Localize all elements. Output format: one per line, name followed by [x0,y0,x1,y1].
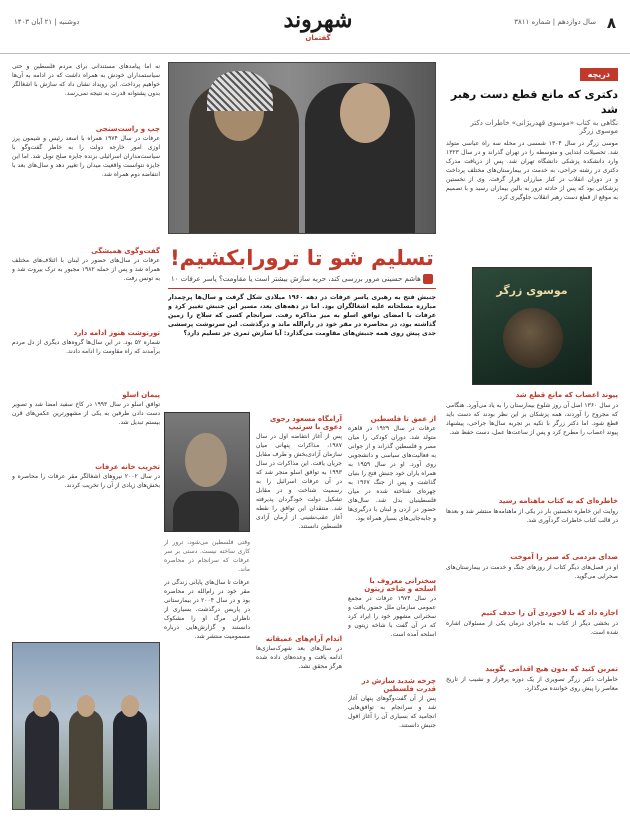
col-a-body-2: در سال ۱۹۷۴ عرفات در مجمع عمومی سازمان ملل حضور یافت و سخنرانی مشهور خود را ایراد کرد که در آن گفت با شاخه زیتون و اسلحه آمده است. [348,595,436,638]
newspaper-logo [268,6,368,46]
left-head-2: گفت‌وگوی همیشگی [91,247,160,255]
book-title: موسوی زرگر [496,284,568,297]
col-a-head-3: چرخه شدید سازش در قدرت فلسطین [361,677,436,693]
top-photo [168,62,436,234]
figure-right [113,709,147,809]
left-body-5: توافق اسلو در سال ۱۹۹۳ در کاخ سفید امضا شد و تصویر دست دادن طرفین به یکی از مشهورترین عکس‌های قرن بیستم تبدیل شد. [12,401,160,426]
col-b-body: پس از آغاز انتفاضه اول در سال ۱۹۸۷، مذاکرات پنهانی میان سازمان آزادی‌بخش و طرف مقابل جریان یافت. این مذاکرات در سال ۱۹۹۳ به توافق اسلو منجر شد که در آن عرفات اسرائیل را به رسمیت شناخت و در مقابل تشکیل دولت خودگردان پذیرفته شد. منتقدان این توافق را نقطه آغاز عقب‌نشینی از آرمان آزادی فلسطین دانستند. [256,433,342,530]
col-b-head: آرامگاه مسعود رجوی دعوی با سرتیپ [269,415,342,431]
right-sub2-head: خاطره‌ای که به کتاب ماهنامه رسید [498,497,618,505]
article-column-c [164,538,250,810]
right-sub4-head: اجازه داد که با لاجوردی آن را حذف کنیم [481,609,618,617]
col-b-head-2: اندام آرام‌های عمیقانه [265,635,342,643]
right-sub5-head: تمرین کنید که بدون هیچ اقدامی بگویید [485,665,618,673]
main-article [12,62,436,810]
portrait-photo [164,412,250,532]
person-head [340,83,390,143]
left-head-1: چپ و راست‌سنجی [95,125,160,133]
lead-text: جنبش فتح به رهبری یاسر عرفات در دهه ۱۹۶۰ میلادی شکل گرفت و سال‌ها پرچمدار مبارزه مسلحانه علیه اشغالگران بود. اما در دهه‌های بعد، مسیر این جنبش تغییر کرد و عرفات با امضای توافق اسلو به میز مذاکره رفت. سرانجام کسی که سلاح را زمین گذاشته بود، در محاصره در مقر خود در رام‌الله ماند و درگذشت. این سرنوشت پرسشی جدی پیش روی همه جنبش‌های مقاومت می‌گذارد: آیا سازش ثمری جز تسلیم دارد؟ [168,294,436,337]
left-body-3: عرفات در سال‌های حضور در لبنان با ائتلاف‌های مختلف همراه شد و پس از حمله ۱۹۸۲ مجبور به ترک بیروت شد و به تونس رفت. [12,257,160,282]
article-title: تسلیم شو تا ترورابکشیم! [170,246,434,270]
col-a-body-3: پس از آن گفت‌وگوهای پنهان آغاز شد و سرانجام به توافق‌هایی انجامید که بسیاری آن را آغاز افول جنبش دانستند. [348,695,436,729]
article-lead [168,288,436,406]
right-sub1-body: در سال ۱۳۶۰ اصل آن روز شلوغ بیمارستان را به یاد می‌آورد. هنگامی که مجروح را آوردند، همه پزشکان بر این نظر بودند که دست باید قطع شود. اما دکتر زرگر با تکیه بر تجربه سال‌ها جراحی، پیشنهاد پیوند اعصاب را مطرح کرد و پس از ساعت‌ها عمل، دست حفظ شد. [446,402,618,436]
figure-head [121,695,139,717]
left-head-4: پیمان اسلو [122,391,160,399]
figure-left [25,709,59,809]
right-sub3-body: او در فصل‌های دیگر کتاب از روزهای جنگ و خدمت در بیمارستان‌های صحرایی می‌گوید. [446,564,618,580]
handshake-photo [12,642,160,810]
left-head-5: تخریب خانه عرفات [95,463,160,471]
portrait-face [185,433,227,487]
left-body-1: نه اما پیامدهای مستندانی برای مردم فلسطین و حتی سیاستمداران خودش به همراه داشت که در ادامه به آن‌ها خواهیم پرداخت. این رویداد نشان داد که سازش با اشغالگر بدون پشتوانه قدرت به نتیجه نمی‌رسد. [12,63,160,97]
logo-text: شهروند [283,7,353,33]
right-sub1-head: پیوند اعصاب که مانع قطع شد [515,391,618,399]
quote-icon [423,274,433,284]
figure-center [69,709,103,809]
logo-section: گفتمان [305,34,331,42]
col-a-body: عرفات در سال ۱۹۲۹ در قاهره متولد شد. دوران کودکی را میان مصر و فلسطین گذراند و از جوانی به فعالیت‌های سیاسی و دانشجویی روی آورد. او در سال ۱۹۵۹ به همراه یاران خود جنبش فتح را بنیان گذاشت و پس از جنگ ۱۹۶۷ به چهره‌ای شناخته شده در میان فلسطینیان بدل شد. سال‌های حضور در اردن و لبنان با درگیری‌ها و جابه‌جایی‌های بسیار همراه بود. [348,425,436,522]
figure-head [77,695,95,717]
author-name: هاشم حسینی [381,275,421,283]
left-body-4: شماره ۵۲ بود. در این سال‌ها گروه‌های دیگری از دل مردم برآمدند که راه مقاومت را ادامه دادند. [12,339,160,355]
author-note: مرور بررسی کند، حربه سازش بیشتر است یا مقاومت؟ یاسر عرفات ۱۰ [170,275,380,283]
right-subhead: نگاهی به کتاب «موسوی قهدریژانی» خاطرات دکتر موسوی زرگر [470,119,618,135]
right-headline: دکتری که مانع قطع دست رهبر شد [450,88,618,116]
book-cover [472,267,592,385]
portrait-body [173,491,239,531]
right-sub4-body: در بخشی دیگر از کتاب به ماجرای درمان یکی از مسئولان اشاره شده است. [446,620,618,636]
article-column-b [256,412,342,810]
right-body: موسی زرگر در سال ۱۳۰۴ شمسی در محله سه راه عباسی متولد شد. تحصیلات ابتدایی و متوسطه را در تهران گذراند و در سال ۱۳۲۳ وارد دانشکده پزشکی دانشگاه تهران شد. پس از دریافت مدرک دکتری در رشته جراحی، به خدمت در بیمارستان‌های مختلف پرداخت و در دوران انقلاب در کنار مبارزان قرار گرفت. وی از نخستین پزشکانی بود که پس از حادثه ترور به بالین بیماران رسید و با تصمیم به موقع از قطع دست رهبر انقلاب جلوگیری کرد. [446,140,618,201]
left-body-6: در سال ۲۰۰۲ نیروهای اشغالگر مقر عرفات را محاصره و بخش‌های زیادی از آن را تخریب کردند. [12,473,160,489]
photo-caption: وقتی فلسطین می‌شود، ترور از کاری ساخته نیست. دستی بر سر عرفات که سرانجام در محاصره ماند. [164,539,250,573]
section-tag: دریچه [580,68,618,81]
left-head-3: تورنوشت هنوز ادامه دارد [73,329,160,337]
figure-head [33,695,51,717]
col-b-body-2: در سال‌های بعد شهرک‌سازی‌ها ادامه یافت و وعده‌های داده شده هرگز محقق نشد. [256,645,342,670]
col-c-body: عرفات تا سال‌های پایانی زندگی در مقر خود در رام‌الله در محاصره بود و در سال ۲۰۰۴ در بیمارستانی در پاریس درگذشت. بسیاری از ناظران مرگ او را مشکوک دانستند و گزارش‌هایی درباره مسمومیت منتشر شد. [164,579,250,640]
page-header [0,0,630,54]
issue-date: دوشنبه | ۲۱ آبان ۱۴۰۳ [14,18,80,26]
keffiyeh-headdress [207,71,273,111]
book-portrait [503,308,563,368]
author-line [168,274,436,284]
right-sub5-body: خاطرات دکتر زرگر تصویری از یک دوره پرفراز و نشیب از تاریخ معاصر را پیش روی خواننده می‌گذارد. [446,676,618,692]
left-body-2: عرفات در سال ۱۹۷۴ همراه با اسعد رئیس و شیمون پرز اوزی امور خارجه دولت را به خاطر گفت‌وگو با سیاست‌مداران اسرائیلی برنده جایزه صلح نوبل شد. اما این جایزه نتوانست واقعیت میدان را تغییر دهد و سال‌های بعد با انتفاضه دوم همراه شد. [12,135,160,178]
issue-info: سال دوازدهم | شماره ۳۸۱۱ [514,18,596,26]
col-a-head-2: سخنرانی معروف با اسلحه و شاخه زیتون [364,577,436,593]
page-number: ۸ [606,14,616,32]
right-sub2-body: روایت این خاطره نخستین بار در یکی از ماهنامه‌ها منتشر شد و بعدها در قالب کتاب خاطرات گردآوری شد. [446,508,618,524]
article-column-a [348,412,436,810]
right-sub3-head: صدای مردمی که صبر را آموخت [510,553,618,561]
col-a-head: از عمق تا فلسطین [370,415,436,423]
right-column [446,62,618,810]
